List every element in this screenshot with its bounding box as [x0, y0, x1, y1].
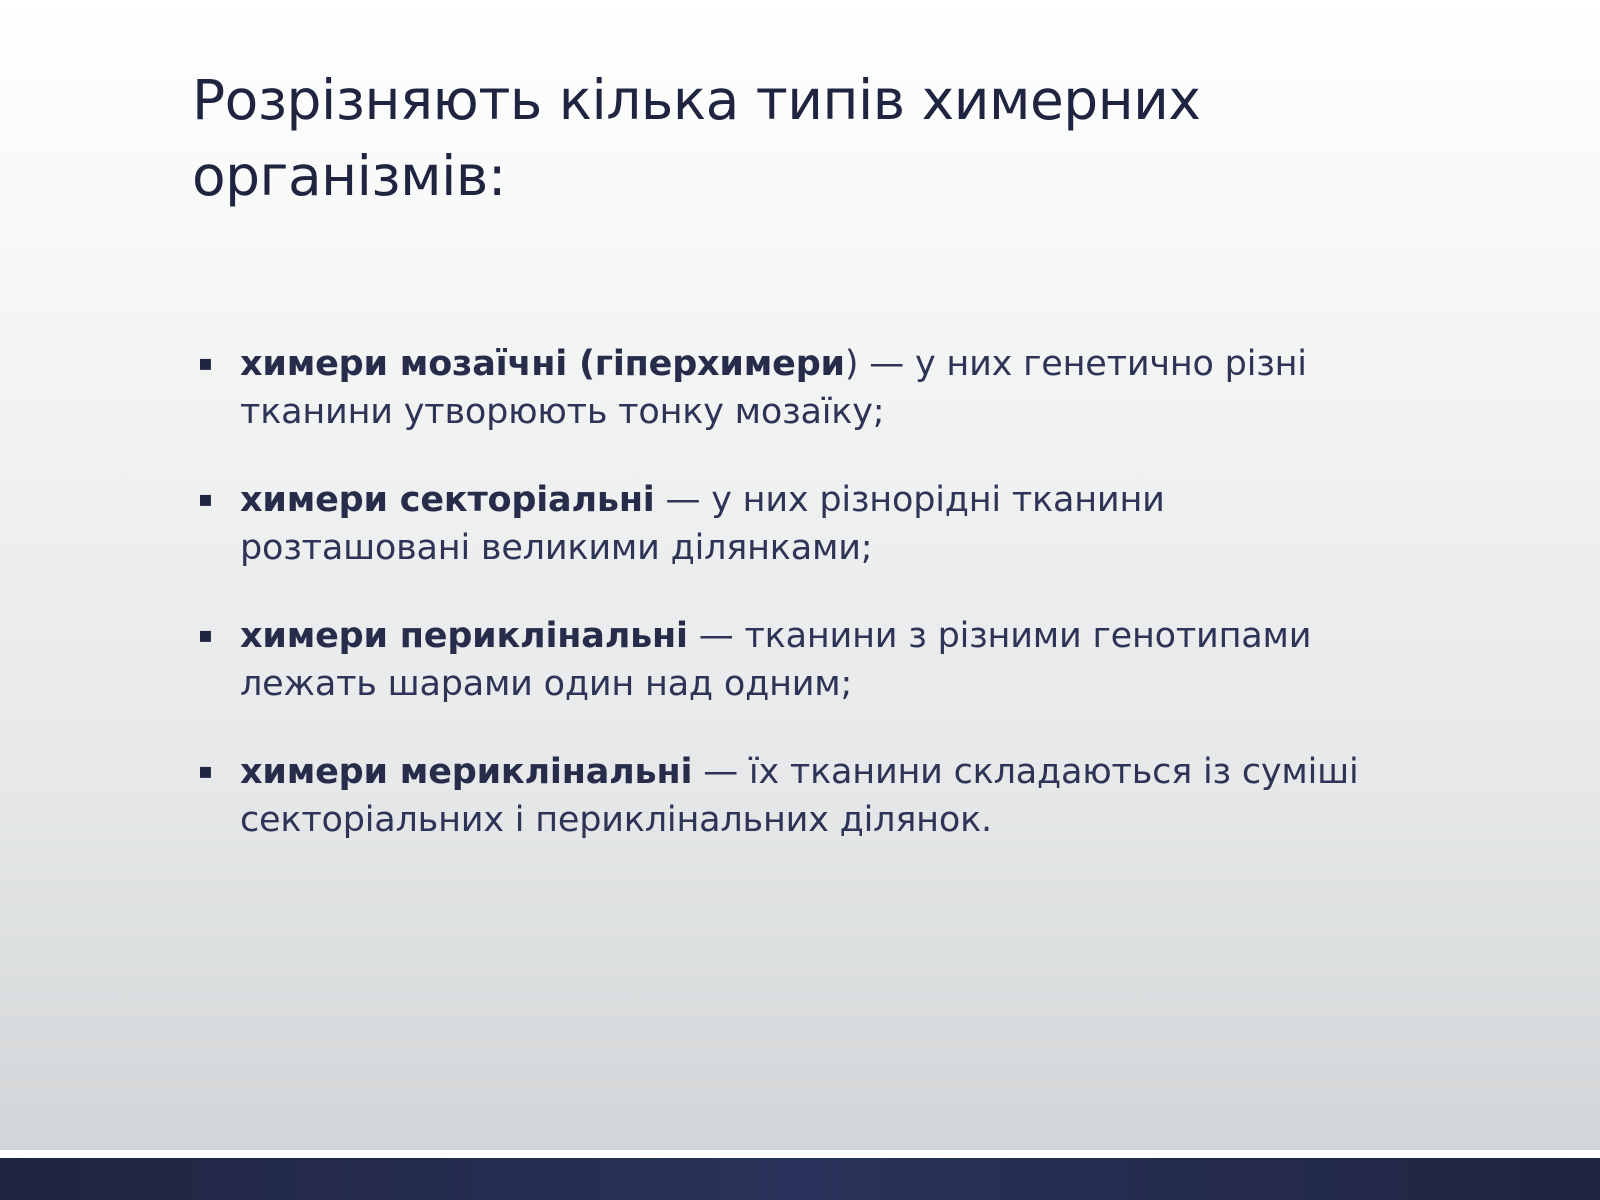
slide-title: Розрізняють кілька типів химерних організмів: [192, 68, 1201, 208]
bullet-term: химери мериклінальні [240, 752, 693, 792]
square-bullet-icon: ▪ [198, 351, 213, 376]
bullet-description: — у них різнорідні тканини розташовані великими ділянками; [240, 480, 1165, 568]
bullet-text [240, 340, 1398, 436]
bullet-item [198, 748, 1398, 844]
bullet-description: — їх тканини складаються із суміші секторіальних і периклінальних ділянок. [240, 752, 1359, 840]
bullet-term: химери периклінальні [240, 616, 688, 656]
bullet-item [198, 340, 1398, 436]
square-bullet-icon: ▪ [198, 623, 213, 648]
bullet-description: ) — у них генетично різні тканини утворюють тонку мозаїку; [240, 344, 1307, 432]
bullet-list [198, 340, 1398, 884]
bullet-text [240, 612, 1398, 708]
bullet-description: — тканини з різними генотипами лежать шарами один над одним; [240, 616, 1312, 704]
bullet-term: химери секторіальні [240, 480, 655, 520]
bullet-text [240, 476, 1398, 572]
bullet-item [198, 476, 1398, 572]
bullet-item [198, 612, 1398, 708]
footer-bar [0, 1158, 1600, 1200]
bullet-text [240, 748, 1398, 844]
square-bullet-icon: ▪ [198, 487, 213, 512]
bullet-term: химери мозаїчні (гіперхимери [240, 344, 845, 384]
bottom-divider [0, 1150, 1600, 1158]
square-bullet-icon: ▪ [198, 759, 213, 784]
